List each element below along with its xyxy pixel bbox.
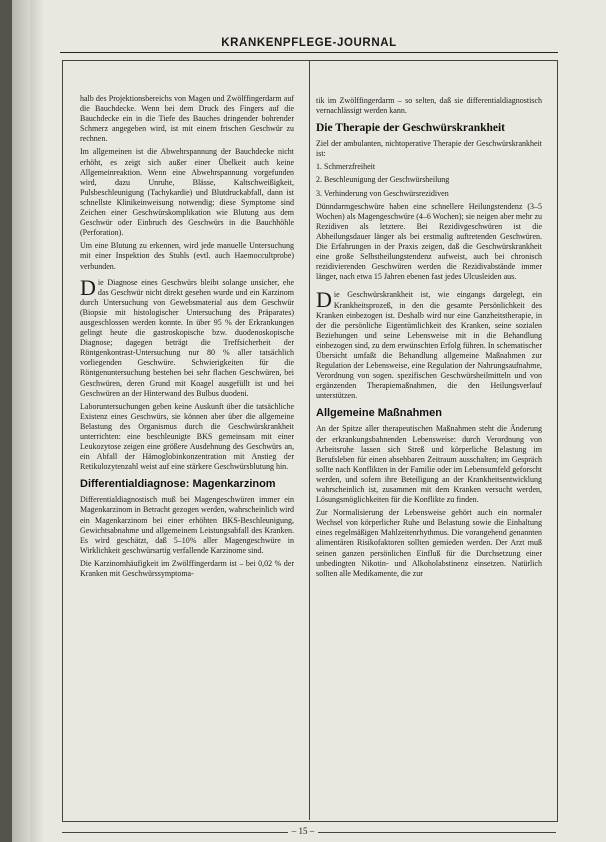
section-heading: Differentialdiagnose: Magenkarzinom [80, 478, 276, 491]
paragraph: Um eine Blutung zu erkennen, wird jede manuelle Untersuchung mit einer Inspektion des Stuhls (evtl. auch Haemoccultprobe) verbunden. [80, 241, 294, 271]
page-number [0, 826, 606, 836]
section-heading: Die Therapie der Geschwürskrankheit [316, 122, 506, 135]
list-item: 2. Beschleunigung der Geschwürsheilung [316, 175, 450, 185]
paragraph-dropcap [80, 274, 294, 399]
paragraph: halb des Projektionsbereichs von Magen und Zwölffingerdarm auf die Bauchdecke. Wenn bei dem Druck des Fingers auf die Bauchdecke ein in die Tiefe des Bauches dringender bohrender Schmerz angegeben wird, ist mit einem frischen Geschwür zu rechnen. [80, 94, 294, 144]
goal-list [316, 162, 542, 198]
paragraph: Im allgemeinen ist die Abwehrspannung der Bauchdecke nicht erhöht, es zeigt sich außer einer Übelkeit auch keine Allgemeinreaktion. Wenn eine Abwehrspannung vorgefunden wird, dazu Unruhe, Blässe, Kaltschweißigkeit, Pulsbeschleunigung (Tachykardie) und Blutdruckabfall, dann ist schnellste Klinikeinweisung notwendig; diese Symptome sind Zeichen einer Geschwürskomplikation wie Blutung aus dem Geschwür oder Einbruch des Geschwürs in die Bauchhöhle (Perforation). [80, 147, 294, 238]
journal-header: KRANKENPFLEGE-JOURNAL [60, 36, 558, 53]
paragraph: Dünndarmgeschwüre haben eine schnellere Heilungstendenz (3–5 Wochen) als Magengeschwüre (4–6 Wochen); sie neigen aber mehr zu Rezidiven als letztere. Bei Rezidivgeschwüren ist die Abheilungsdauer länger als bei erstmalig auftretenden Geschwüren. Die Erfahrungen in der Praxis zeigen, daß die Geschwürskrankheit eine große Selbstheilungstendenz aufweist, auch bei chronisch rezidivierenden Geschwüren werden die Rezidivabstände immer länger, nach etwa 15 Jahren ebenen fast jedes Ulcusleiden aus. [316, 201, 542, 282]
paragraph: Die Karzinomhäufigkeit im Zwölffingerdarm ist – bei 0,02 % der Kranken mit Geschwürssymptoma- [80, 558, 294, 579]
paragraph: tik im Zwölffingerdarm – so selten, daß sie differentialdiagnostisch vernachlässigt werden kann. [316, 96, 542, 116]
list-item: 1. Schmerzfreiheit [316, 162, 376, 172]
column-divider [309, 60, 310, 820]
list-item: 3. Verhinderung von Geschwürsrezidiven [316, 188, 449, 198]
paragraph: Ziel der ambulanten, nichtoperative Therapie der Geschwürskrankheit ist: [316, 139, 542, 159]
page-number-text: – 15 – [288, 826, 319, 836]
left-column [80, 94, 294, 582]
dropcap: D [316, 287, 332, 313]
section-heading: Allgemeine Maßnahmen [316, 407, 442, 420]
binding-shadow [30, 0, 44, 842]
paragraph: Laboruntersuchungen geben keine Auskunft über die tatsächliche Existenz eines Geschwürs, sie können aber über die allgemeine Belastung des Organismus durch die Geschwürskrankheit unterrichten: eine beschleunigte BKS gemeinsam mit einer Leukozytose zeigen eine größere Ausdehnung des Geschwürs an, ein Abfall der Hämoglobinkonzentration mit Anstieg der Retikulozytenzahl weist auf eine stärkere Geschwürsblutung hin. [80, 401, 294, 472]
paragraph-dropcap [316, 287, 542, 401]
paragraph-text: ie Geschwürskrankheit ist, wie eingangs dargelegt, ein Krankheitsprozeß, in den die gesamte Persönlichkeit des Kranken einbezogen ist. Deshalb wird nur eine Ganzheitstherapie, in der die persönliche Eigentümlichkeit des Kranken, seine sozialen Beziehungen und seine Lebensweise mit in die Behandlung einbezogen sind, zu dem erwünschten Erfolg führen. In schematischer Übersicht umfaßt die Behandlung allgemeine Maßnahmen zur Regulation der Lebensweise, eine Regulation der Nahrungsaufnahme, Verordnung von sogen. spezifischen Geschwürsheilmitteln und von ergänzenden Therapiemaßnahmen, die den Heilungsverlauf unterstützen. [316, 290, 542, 401]
paragraph: An der Spitze aller therapeutischen Maßnahmen steht die Änderung der erkrankungsbahnenden Lebensweise: durch Verordnung von Arbeitsruhe lassen sich Streß und körperliche Belastung im Berufsleben für einen absehbaren Zeitraum ausschalten; im Gespräch sollte nach Konflikten in der Familie oder im Lebensumfeld geforscht werden, und sofern ihre Beteiligung an der Krankheitsentwicklung wahrscheinlich ist, zusammen mit dem Kranken versucht werden, Lösungsmöglichkeiten für die Konflikte zu finden. [316, 424, 542, 505]
paragraph-text: ie Diagnose eines Geschwürs bleibt solange unsicher, ehe das Geschwür nicht direkt gesehen wurde und ein Karzinom durch Untersuchung von Gewebsmaterial aus dem Geschwür (Biopsie mit histologischer Untersuchung des Präparates) ausgeschlossen werden konnte. In über 95 % der Erkrankungen gelingt heute die gastroskopische bzw. duodenoskopische Diagnose; dagegen beträgt die Treffsicherheit der Röntgenkontrast-Untersuchung nur 80 % aller tatsächlich vorliegenden Geschwüre. Schwierigkeiten für die Röntgenuntersuchung bestehen bei sehr flachen Geschwüren, bei Geschwüren, deren Grund mit Koagel ausgefüllt ist und bei Geschwüren an der Hinterwand des Bulbus duodeni. [80, 277, 294, 398]
dropcap: D [80, 274, 96, 300]
paragraph: Zur Normalisierung der Lebensweise gehört auch ein normaler Wechsel von körperlicher Ruhe und Belastung sowie die Einhaltung eines regelmäßigen Mahlzeitenrhythmus. Die vorangehend genannten alimentären Risikofaktoren sollten gemieden werden. Der Arzt muß seinen ganzen persönlichen Einfluß für die Durchsetzung einer unbedingten Nikotin- und Alkoholabstinenz einsetzen. Natürlich sollten alle Medikamente, die zur [316, 508, 542, 578]
scan-dark-edge [0, 0, 12, 842]
paragraph: Differentialdiagnostisch muß bei Magengeschwüren immer ein Magenkarzinom in Betracht gezogen werden, wahrscheinlich wird ein Magenkarzinom bei einer erhöhten BKS-Beschleunigung, Gewichtsabnahme und allgemeinem Leistungsabfall des Kranken. Es wird geschätzt, daß 5–10% aller Magengeschwüre in Wirklichkeit geschwürsartig verfallende Karzinome sind. [80, 495, 294, 555]
right-column [316, 96, 542, 582]
